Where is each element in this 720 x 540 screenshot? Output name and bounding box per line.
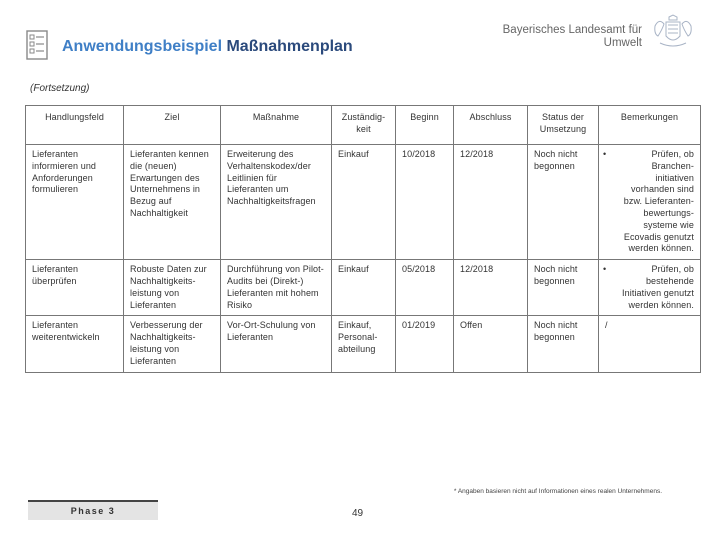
org-line-2: Umwelt: [603, 37, 642, 49]
table-row: [26, 316, 701, 372]
cell-beginn: 10/2018: [396, 145, 454, 260]
bullet-marker: •: [603, 149, 607, 159]
bullet-marker: •: [603, 264, 607, 275]
phase-label: Phase 3: [70, 506, 116, 516]
page-title: [62, 38, 353, 56]
cell-handlungsfeld: Lieferanten weiterentwickeln: [26, 316, 124, 372]
cell-abschluss: 12/2018: [454, 260, 528, 316]
title-rest: Maßnahmenplan: [226, 38, 353, 55]
cell-status: Noch nicht begonnen: [528, 316, 599, 372]
continuation-note: (Fortsetzung): [30, 83, 90, 94]
cell-handlungsfeld: Lieferanten informieren und Anforderungen formulieren: [26, 145, 124, 260]
cell-beginn: 01/2019: [396, 316, 454, 372]
checklist-icon: [26, 30, 48, 60]
page-number: 49: [352, 508, 364, 519]
phase-accent-bar: [28, 500, 158, 502]
header-abschluss: Abschluss: [454, 106, 528, 145]
phase-label-box: [28, 500, 158, 520]
organization-name: [503, 24, 642, 50]
header-zustaendigkeit: Zuständig- keit: [332, 106, 396, 145]
cell-zustaendigkeit: Einkauf: [332, 145, 396, 260]
cell-handlungsfeld: Lieferanten überprüfen: [26, 260, 124, 316]
cell-abschluss: Offen: [454, 316, 528, 372]
header-bemerkungen: Bemerkungen: [599, 106, 701, 145]
header-handlungsfeld: Handlungsfeld: [26, 106, 124, 145]
remark-text: Prüfen, ob bestehende Initiativen genutzt werden können.: [622, 264, 694, 310]
header-massnahme: Maßnahme: [221, 106, 332, 145]
cell-ziel: Lieferanten kennen die (neuen) Erwartungen des Unternehmens in Bezug auf Nachhaltigkeit: [124, 145, 221, 260]
org-line-1: Bayerisches Landesamt für: [502, 24, 642, 36]
header-status: Status der Umsetzung: [528, 106, 599, 145]
table-row: [26, 260, 701, 316]
table-header-row: [26, 106, 701, 145]
cell-zustaendigkeit: Einkauf: [332, 260, 396, 316]
cell-status: Noch nicht begonnen: [528, 145, 599, 260]
remark-text: Prüfen, ob Branchen- initiativen vorhanden sind bzw. Lieferanten- bewertungs- systeme wie Ecovadis genutzt werden können.: [623, 149, 694, 254]
cell-status: Noch nicht begonnen: [528, 260, 599, 316]
cell-zustaendigkeit: Einkauf, Personal-abteilung: [332, 316, 396, 372]
header-beginn: Beginn: [396, 106, 454, 145]
cell-massnahme: Vor-Ort-Schulung von Lieferanten: [221, 316, 332, 372]
title-accent: Anwendungsbeispiel: [62, 38, 223, 55]
cell-ziel: Verbesserung der Nachhaltigkeits-leistung von Lieferanten: [124, 316, 221, 372]
cell-massnahme: Durchführung von Pilot-Audits bei (Direkt-) Lieferanten mit hohem Risiko: [221, 260, 332, 316]
table-row: [26, 145, 701, 260]
footnote: * Angaben basieren nicht auf Informationen eines realen Unternehmens.: [453, 488, 662, 495]
cell-bemerkungen: [599, 145, 701, 260]
cell-ziel: Robuste Daten zur Nachhaltigkeits-leistung von Lieferanten: [124, 260, 221, 316]
bavaria-crest-icon: [650, 14, 696, 50]
cell-bemerkungen: [599, 260, 701, 316]
measures-table: [25, 105, 701, 373]
header-ziel: Ziel: [124, 106, 221, 145]
cell-beginn: 05/2018: [396, 260, 454, 316]
cell-massnahme: Erweiterung des Verhaltenskodex/der Leitlinien für Lieferanten um Nachhaltigkeitsfragen: [221, 145, 332, 260]
cell-bemerkungen: /: [599, 316, 701, 372]
cell-abschluss: 12/2018: [454, 145, 528, 260]
